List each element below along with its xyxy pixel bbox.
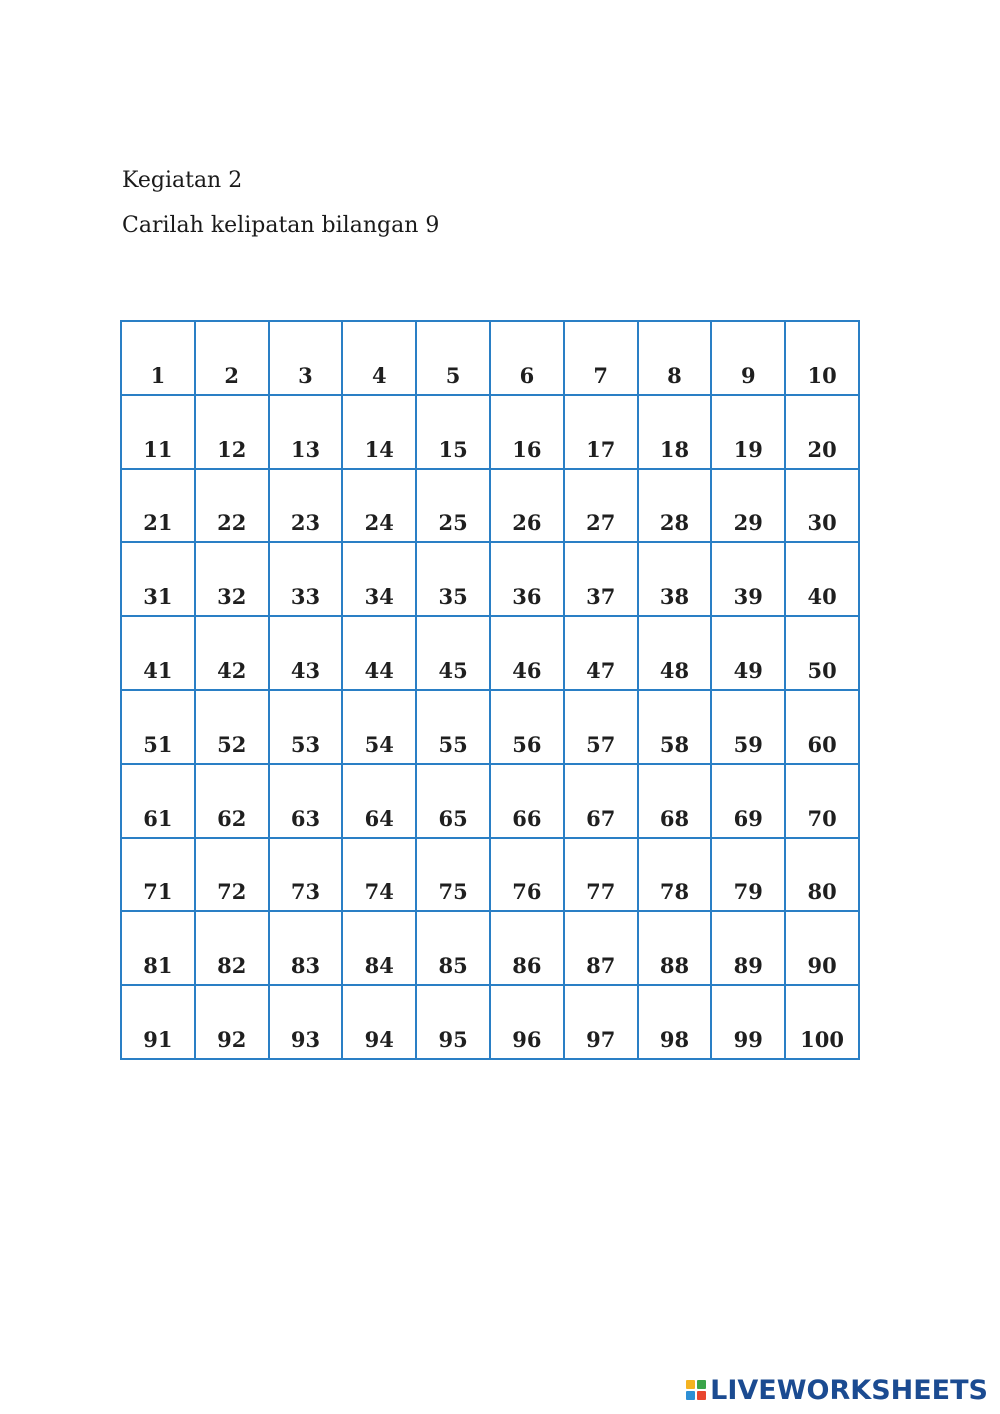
grid-cell[interactable]: 35 [417,543,491,617]
grid-cell[interactable]: 57 [565,691,639,765]
grid-cell[interactable]: 87 [565,912,639,986]
grid-cell[interactable]: 52 [196,691,270,765]
grid-cell[interactable]: 43 [270,617,344,691]
grid-cell[interactable]: 54 [343,691,417,765]
grid-cell[interactable]: 75 [417,839,491,913]
grid-cell[interactable]: 68 [639,765,713,839]
grid-cell[interactable]: 84 [343,912,417,986]
grid-cell[interactable]: 45 [417,617,491,691]
grid-cell[interactable]: 34 [343,543,417,617]
grid-cell[interactable]: 83 [270,912,344,986]
grid-cell[interactable]: 32 [196,543,270,617]
grid-cell[interactable]: 10 [786,322,860,396]
logo-square [686,1391,695,1400]
grid-cell[interactable]: 93 [270,986,344,1060]
grid-cell[interactable]: 92 [196,986,270,1060]
grid-cell[interactable]: 58 [639,691,713,765]
grid-cell[interactable]: 67 [565,765,639,839]
grid-cell[interactable]: 51 [122,691,196,765]
grid-cell[interactable]: 1 [122,322,196,396]
grid-cell[interactable]: 20 [786,396,860,470]
grid-cell[interactable]: 33 [270,543,344,617]
grid-cell[interactable]: 96 [491,986,565,1060]
grid-cell[interactable]: 16 [491,396,565,470]
grid-cell[interactable]: 37 [565,543,639,617]
grid-cell[interactable]: 50 [786,617,860,691]
grid-cell[interactable]: 31 [122,543,196,617]
grid-cell[interactable]: 71 [122,839,196,913]
grid-cell[interactable]: 39 [712,543,786,617]
grid-cell[interactable]: 36 [491,543,565,617]
grid-cell[interactable]: 9 [712,322,786,396]
grid-cell[interactable]: 21 [122,470,196,544]
grid-cell[interactable]: 8 [639,322,713,396]
grid-cell[interactable]: 49 [712,617,786,691]
grid-cell[interactable]: 73 [270,839,344,913]
grid-cell[interactable]: 47 [565,617,639,691]
grid-cell[interactable]: 66 [491,765,565,839]
grid-cell[interactable]: 69 [712,765,786,839]
grid-cell[interactable]: 42 [196,617,270,691]
grid-cell[interactable]: 98 [639,986,713,1060]
grid-cell[interactable]: 27 [565,470,639,544]
activity-title: Kegiatan 2 [122,168,243,193]
grid-cell[interactable]: 76 [491,839,565,913]
grid-cell[interactable]: 11 [122,396,196,470]
grid-cell[interactable]: 18 [639,396,713,470]
grid-cell[interactable]: 24 [343,470,417,544]
grid-cell[interactable]: 12 [196,396,270,470]
logo-square [697,1380,706,1389]
grid-cell[interactable]: 56 [491,691,565,765]
grid-cell[interactable]: 53 [270,691,344,765]
liveworksheets-logo [686,1374,988,1406]
grid-cell[interactable]: 13 [270,396,344,470]
instruction-text: Carilah kelipatan bilangan 9 [122,213,440,238]
grid-cell[interactable]: 80 [786,839,860,913]
grid-cell[interactable]: 90 [786,912,860,986]
grid-cell[interactable]: 89 [712,912,786,986]
grid-cell[interactable]: 26 [491,470,565,544]
grid-cell[interactable]: 19 [712,396,786,470]
grid-cell[interactable]: 55 [417,691,491,765]
grid-cell[interactable]: 2 [196,322,270,396]
grid-cell[interactable]: 44 [343,617,417,691]
grid-cell[interactable]: 15 [417,396,491,470]
grid-cell[interactable]: 77 [565,839,639,913]
grid-cell[interactable]: 22 [196,470,270,544]
grid-cell[interactable]: 100 [786,986,860,1060]
grid-cell[interactable]: 95 [417,986,491,1060]
grid-cell[interactable]: 99 [712,986,786,1060]
grid-cell[interactable]: 86 [491,912,565,986]
grid-cell[interactable]: 78 [639,839,713,913]
grid-cell[interactable]: 64 [343,765,417,839]
grid-cell[interactable]: 38 [639,543,713,617]
grid-cell[interactable]: 40 [786,543,860,617]
logo-square [686,1380,695,1389]
grid-cell[interactable]: 28 [639,470,713,544]
grid-cell[interactable]: 5 [417,322,491,396]
grid-cell[interactable]: 85 [417,912,491,986]
grid-cell[interactable]: 60 [786,691,860,765]
grid-cell[interactable]: 91 [122,986,196,1060]
grid-cell[interactable]: 4 [343,322,417,396]
grid-cell[interactable]: 65 [417,765,491,839]
logo-text: LIVEWORKSHEETS [710,1374,988,1406]
grid-cell[interactable]: 97 [565,986,639,1060]
grid-cell[interactable]: 72 [196,839,270,913]
grid-cell[interactable]: 74 [343,839,417,913]
logo-square [697,1391,706,1400]
grid-cell[interactable]: 7 [565,322,639,396]
liveworksheets-logo-icon [686,1380,706,1400]
grid-cell[interactable]: 79 [712,839,786,913]
grid-cell[interactable]: 70 [786,765,860,839]
grid-cell[interactable]: 82 [196,912,270,986]
grid-cell[interactable]: 6 [491,322,565,396]
grid-cell[interactable]: 23 [270,470,344,544]
grid-cell[interactable]: 81 [122,912,196,986]
grid-cell[interactable]: 17 [565,396,639,470]
grid-cell[interactable]: 30 [786,470,860,544]
grid-cell[interactable]: 48 [639,617,713,691]
hundred-number-grid [120,320,860,1060]
grid-cell[interactable]: 3 [270,322,344,396]
grid-cell[interactable]: 61 [122,765,196,839]
grid-cell[interactable]: 88 [639,912,713,986]
grid-cell[interactable]: 14 [343,396,417,470]
grid-cell[interactable]: 59 [712,691,786,765]
grid-cell[interactable]: 46 [491,617,565,691]
grid-cell[interactable]: 62 [196,765,270,839]
grid-cell[interactable]: 25 [417,470,491,544]
grid-cell[interactable]: 41 [122,617,196,691]
grid-cell[interactable]: 94 [343,986,417,1060]
grid-cell[interactable]: 63 [270,765,344,839]
grid-cell[interactable]: 29 [712,470,786,544]
